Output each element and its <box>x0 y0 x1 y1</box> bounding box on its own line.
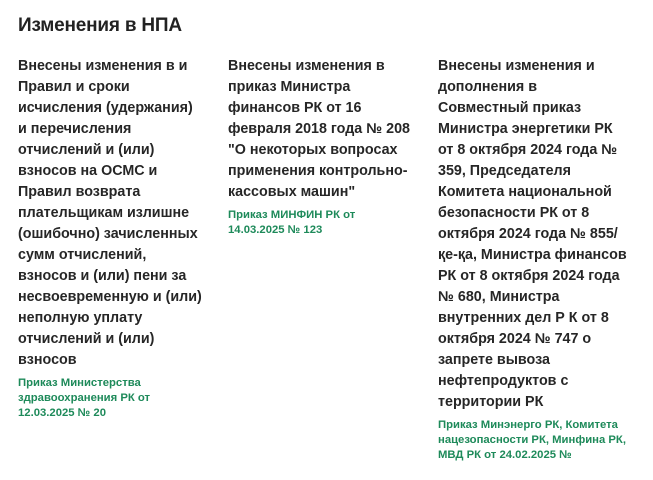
news-card-osms[interactable] <box>18 56 204 421</box>
news-card-source: Приказ Минэнерго РК, Комитета нацезопасности РК, Минфина РК, МВД РК от 24.02.2025 № <box>438 419 626 461</box>
news-card-fuel-export[interactable] <box>438 56 628 463</box>
news-card-source: Приказ МИНФИН РК от 14.03.2025 № 123 <box>228 209 356 236</box>
news-card-title[interactable]: Внесены изменения в приказ Министра финансов РК от 16 февраля 2018 года № 208 "О некоторых вопросах применения контрольно-кассовых машин" <box>228 58 410 200</box>
news-card-title[interactable]: Внесены изменения и дополнения в Совместный приказ Министра энергетики РК от 8 октября 2024 года № 359, Председателя Комитета национальной безопасности РК от 8 октября 2024 года № 855/қе-қа, Министра финансов РК от 8 октября 2024 года № 680, Министра внутренних дел Р К от 8 октября 2024 № 747 о запрете вывоза нефтепродуктов с территории РК <box>438 58 627 410</box>
news-card-kkm[interactable] <box>228 56 414 238</box>
news-card-title[interactable]: Внесены изменения в и Правил и сроки исчисления (удержания) и перечисления отчислений и (или) взносов на ОСМС и Правил возврата плательщикам излишне (ошибочно) зачисленных сумм отчислений, взносов и (или) пени за несвоевременную и (или) неполную уплату отчислений и (или) взносов <box>18 58 202 368</box>
section-title: Изменения в НПА <box>18 15 182 36</box>
news-card-source: Приказ Министерства здравоохранения РК от 12.03.2025 № 20 <box>18 377 151 419</box>
